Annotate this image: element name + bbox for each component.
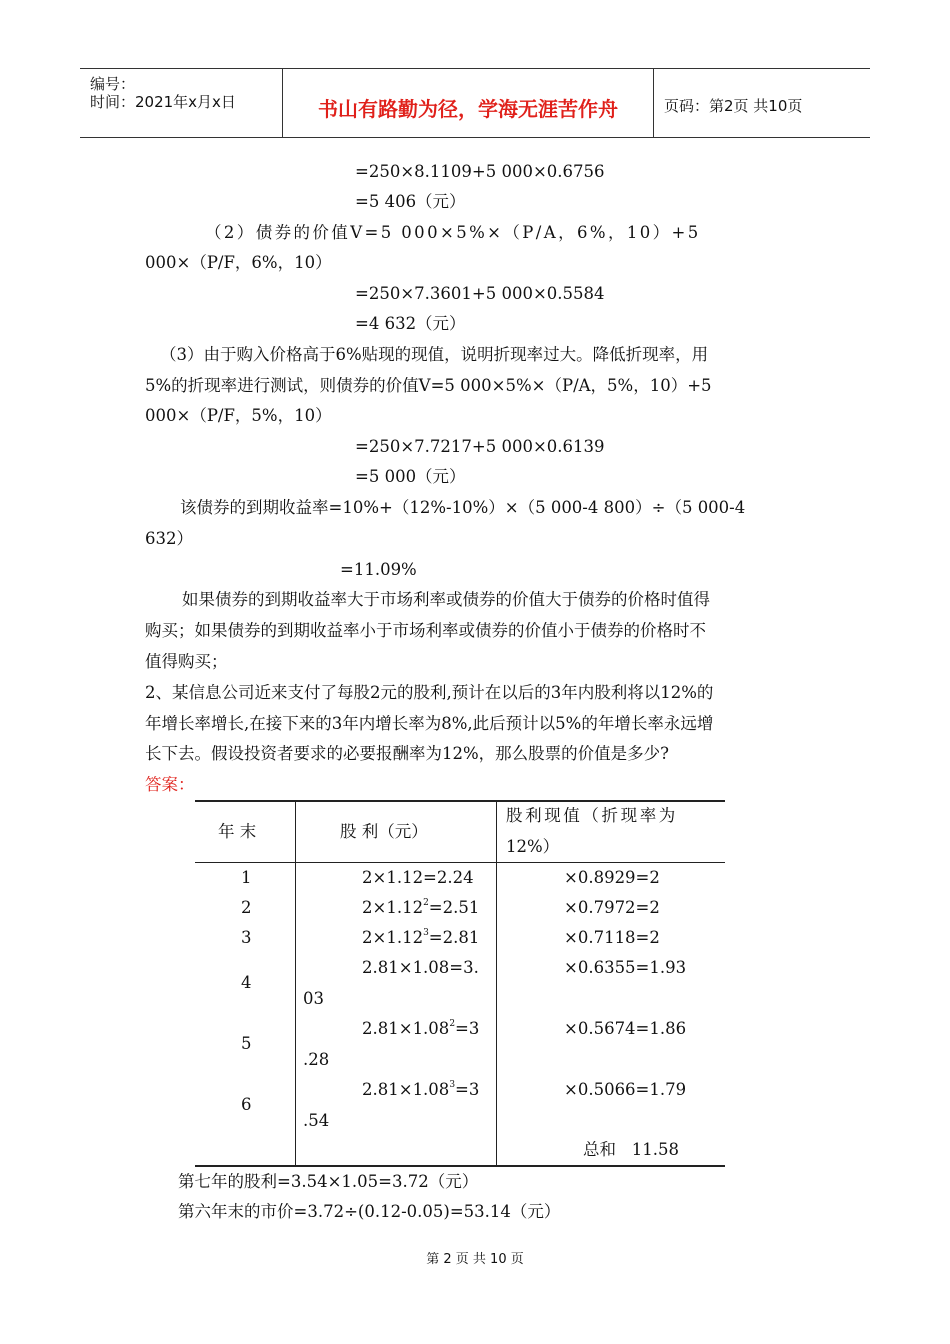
text-line: （2）债券的价值V=5 000×5%×（P/A，6%，10）+5 — [205, 223, 701, 242]
cell-pv: ×0.5674=1.86 — [564, 1019, 687, 1038]
page-footer: 第 2 页 共 10 页 — [426, 1252, 524, 1267]
question-line: 长下去。假设投资者要求的必要报酬率为12%，那么股票的价值是多少? — [145, 744, 670, 763]
cell-pv: ×0.8929=2 — [564, 868, 660, 887]
th-pv: 股利现值（折现率为 — [506, 806, 678, 825]
text-line: 第七年的股利=3.54×1.05=3.72（元） — [178, 1172, 479, 1191]
cell-pv: ×0.7972=2 — [564, 898, 660, 917]
cell-dividend: $2.81\times 1.08^3=3$ — [362, 1080, 480, 1099]
table-rule-top — [195, 800, 725, 802]
text-line: 值得购买； — [145, 652, 228, 671]
page-label: 页码：第2页 共10页 — [664, 97, 803, 115]
th-year: 年 末 — [218, 822, 257, 841]
question-line: 年增长率增长,在接下来的3年内增长率为8%,此后预计以5%的年增长率永远增 — [145, 714, 714, 733]
cell-year: 4 — [241, 973, 252, 992]
text-line: =5 000（元） — [355, 467, 466, 486]
answer-label: 答案： — [145, 775, 195, 794]
table-col-divider — [496, 800, 497, 1166]
header-page-cell — [654, 69, 870, 137]
number-label: 编号： — [90, 75, 136, 93]
text-line: 632） — [145, 529, 193, 548]
cell-dividend-cont: .54 — [303, 1111, 330, 1130]
text-line: =4 632（元） — [355, 314, 466, 333]
text-line: 000×（P/F，5%，10） — [145, 406, 332, 425]
text-line: 购买；如果债券的到期收益率小于市场利率或债券的价值小于债券的价格时不 — [145, 621, 706, 640]
cell-dividend: 2×1.12=2.24 — [362, 868, 474, 887]
table-rule-header — [195, 862, 725, 863]
cell-dividend-cont: .28 — [303, 1050, 330, 1069]
text-line: 5%的折现率进行测试，则债券的价值V=5 000×5%×（P/A，5%，10）+5 — [145, 376, 712, 395]
text-line: 该债券的到期收益率=10%+（12%-10%）×（5 000-4 800）÷（5 000-4 — [180, 498, 746, 517]
text-line: 第六年末的市价=3.72÷(0.12-0.05)=53.14（元） — [178, 1202, 561, 1221]
th-dividend: 股 利（元） — [340, 822, 428, 841]
cell-dividend: 2.81×1.08=3. — [362, 958, 479, 977]
cell-dividend: $2\times 1.12^2=2.51$ — [362, 898, 480, 917]
header-meta — [80, 69, 283, 137]
text-line: =11.09% — [340, 560, 417, 579]
cell-dividend: $2.81\times 1.08^2=3$ — [362, 1019, 480, 1038]
table-col-divider — [295, 800, 296, 1166]
cell-year: 2 — [241, 898, 252, 917]
text-line: =250×7.3601+5 000×0.5584 — [355, 284, 605, 303]
time-label: 时间：2021年x月x日 — [90, 93, 236, 111]
motto: 书山有路勤为径，学海无涯苦作舟 — [318, 97, 618, 121]
cell-year: 6 — [241, 1095, 252, 1114]
text-line: =250×7.7217+5 000×0.6139 — [355, 437, 605, 456]
cell-pv: ×0.5066=1.79 — [564, 1080, 687, 1099]
text-line: 如果债券的到期收益率大于市场利率或债券的价值大于债券的价格时值得 — [182, 590, 710, 609]
cell-pv: ×0.6355=1.93 — [564, 958, 687, 977]
th-pv-rate: 12%） — [506, 837, 560, 856]
table-total: 总和 11.58 — [583, 1140, 679, 1159]
question-line: 2、某信息公司近来支付了每股2元的股利,预计在以后的3年内股利将以12%的 — [145, 683, 714, 702]
text-line: （3）由于购入价格高于6%贴现的现值，说明折现率过大。降低折现率，用 — [160, 345, 709, 364]
cell-year: 3 — [241, 928, 252, 947]
page-header — [80, 68, 870, 138]
text-line: =250×8.1109+5 000×0.6756 — [355, 162, 605, 181]
cell-dividend-cont: 03 — [303, 989, 324, 1008]
cell-year: 1 — [241, 868, 252, 887]
table-rule-bottom — [195, 1165, 725, 1167]
text-line: 000×（P/F，6%，10） — [145, 253, 332, 272]
cell-dividend: $2\times 1.12^3=2.81$ — [362, 928, 480, 947]
cell-year: 5 — [241, 1034, 252, 1053]
header-motto-cell — [283, 69, 654, 137]
text-line: =5 406（元） — [355, 192, 466, 211]
cell-pv: ×0.7118=2 — [564, 928, 660, 947]
